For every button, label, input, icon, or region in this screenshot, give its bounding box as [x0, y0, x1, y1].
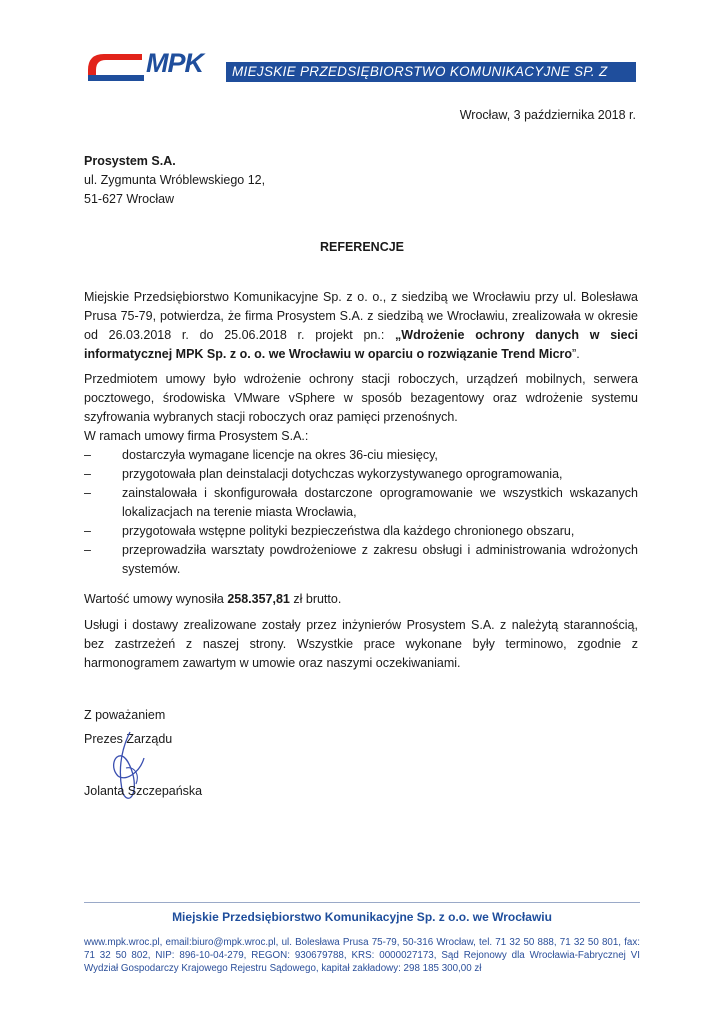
list-item: – przygotowała wstępne polityki bezpieczeństwa dla każdego chronionego obszaru,: [84, 522, 638, 541]
signer-name: Jolanta Szczepańska: [84, 784, 203, 798]
company-full-name: MIEJSKIE PRZEDSIĘBIORSTWO KOMUNIKACYJNE SP. Z O.O.: [226, 62, 636, 82]
paragraph-confirmation: [84, 288, 638, 364]
letterhead: [84, 46, 644, 99]
paragraph-scope: Przedmiotem umowy było wdrożenie ochrony stacji roboczych, urządzeń mobilnych, serwera pocztowego, środowiska VMware vSphere w sposób bezagentowy oraz wdrożenie systemu szyfrowania wybranych stacji roboczych oraz pamięci przenośnych.: [84, 372, 638, 424]
list-intro: W ramach umowy firma Prosystem S.A.:: [84, 429, 309, 443]
project-name: „Wdrożenie ochrony danych w sieci informatycznej MPK Sp. z o. o. we Wrocławiu w oparciu o rozwiązanie Trend Micro: [84, 328, 638, 361]
paragraph-intro: Miejskie Przedsiębiorstwo Komunikacyjne Sp. z o. o., z siedzibą we Wrocławiu przy ul. Bolesława Prusa 75-79, potwierdza, że firma Prosystem S.A. z siedzibą we Wrocławiu, zrealizowała w okresie od 26.03.2018 r. do 25.06.2018 r. projekt pn.:: [84, 290, 638, 342]
list-item: – przygotowała plan deinstalacji dotychczas wykorzystywanego oprogramowania,: [84, 465, 638, 484]
footer-divider: [84, 902, 640, 903]
footer-contact-info: www.mpk.wroc.pl, email:biuro@mpk.wroc.pl, ul. Bolesława Prusa 75-79, 50-316 Wrocław, tel. 71 32 50 888, 71 32 50 801, fax: 71 32 50 802, NIP: 896-10-04-279, REGON: 930679788, KRS: 0000027173, Sąd Rejonowy dla Wrocławia-Fabrycznej VI Wydział Gospodarczy Krajowego Rejestru Sądowego, kapitał zakładowy: 298 185 300,00 zł: [84, 937, 640, 974]
list-item: – przeprowadziła warsztaty powdrożeniowe z zakresu obsługi i administrowania wdrożonych systemów.: [84, 541, 638, 579]
mpk-logo-mark-icon: [84, 48, 146, 84]
recipient-address: [84, 152, 265, 209]
list-item: – dostarczyła wymagane licencje na okres 36-ciu miesięcy,: [84, 446, 638, 465]
recipient-city: 51-627 Wrocław: [84, 192, 175, 206]
letter-title: REFERENCJE: [319, 240, 405, 254]
footer-company-name: Miejskie Przedsiębiorstwo Komunikacyjne Sp. z o.o. we Wrocławiu: [172, 910, 552, 924]
paragraph-quality: Usługi i dostawy zrealizowane zostały przez inżynierów Prosystem S.A. z należytą starannością, bez zastrzeżeń z naszej strony. Wszystkie prace wykonane były terminowo, zgodnie z harmonogramem zawartym w umowie oraz naszymi oczekiwaniami.: [84, 618, 638, 670]
signer-role: Prezes Zarządu: [84, 732, 173, 746]
recipient-company: Prosystem S.A.: [84, 154, 176, 168]
list-item: – zainstalowała i skonfigurowała dostarczone oprogramowanie we wszystkich wskazanych lokalizacjach na terenie miasta Wrocławia,: [84, 484, 638, 522]
brand-name: MPK: [146, 48, 203, 78]
task-list: [84, 446, 638, 579]
contract-value: [84, 590, 638, 609]
scope-section: [84, 370, 638, 579]
closing-greeting: Z poważaniem: [84, 708, 166, 722]
value-amount: 258.357,81: [227, 592, 290, 606]
value-prefix: Wartość umowy wynosiła: [84, 592, 228, 606]
paragraph-end: ”.: [572, 347, 580, 361]
letter-date: Wrocław, 3 października 2018 r.: [459, 108, 636, 122]
recipient-street: ul. Zygmunta Wróblewskiego 12,: [84, 173, 266, 187]
value-suffix: zł brutto.: [289, 592, 342, 606]
